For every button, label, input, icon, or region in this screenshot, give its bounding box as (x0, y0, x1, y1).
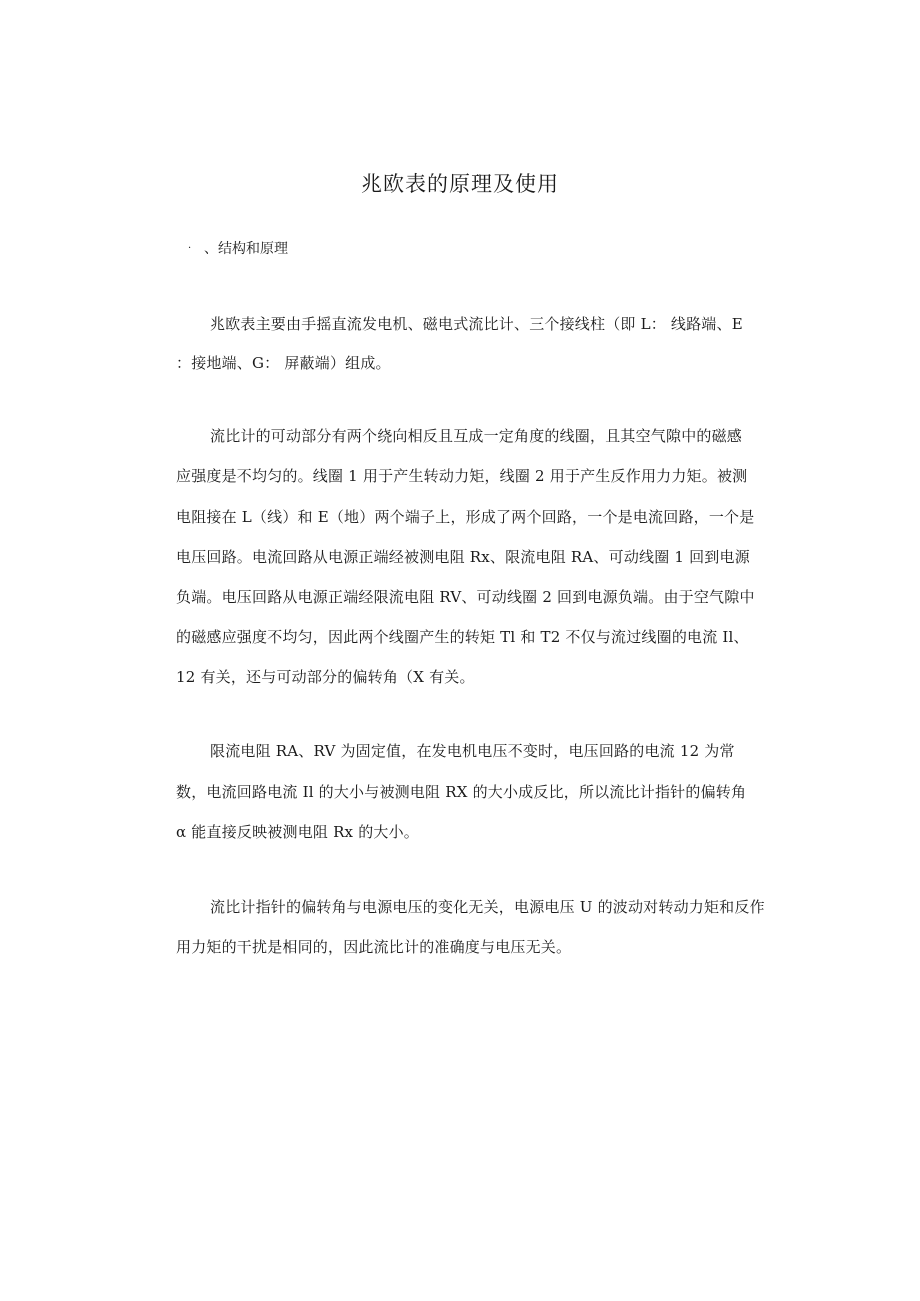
paragraph-4-line-2: 用力矩的干扰是相同的，因此流比计的准确度与电压无关。 (176, 938, 572, 956)
paragraph-4-line-1: 流比计指针的偏转角与电源电压的变化无关，电源电压 U 的波动对转动力矩和反作 (210, 898, 765, 916)
section-heading (188, 237, 288, 261)
paragraph-3-line-2: 数，电流回路电流 Il 的大小与被测电阻 RX 的大小成反比，所以流比计指针的偏转角 (176, 783, 747, 801)
bullet-icon: · (188, 243, 192, 254)
paragraph-2-line-1: 流比计的可动部分有两个绕向相反且互成一定角度的线圈，且其空气隙中的磁感 (210, 427, 743, 445)
paragraph-3-line-1: 限流电阻 RA、RV 为固定值，在发电机电压不变时，电压回路的电流 12 为常 (210, 742, 735, 760)
paragraph-2-line-5: 负端。电压回路从电源正端经限流电阻 RV、可动线圈 2 回到电源负端。由于空气隙中 (176, 588, 755, 606)
paragraph-1-line-2: ：接地端、G： 屏蔽端）组成。 (176, 354, 391, 372)
paragraph-3-line-3: α 能直接反映被测电阻 Rx 的大小。 (176, 823, 419, 841)
section-heading-text: 、结构和原理 (204, 241, 288, 257)
paragraph-2-line-7: 12 有关，还与可动部分的偏转角（X 有关。 (176, 668, 475, 686)
paragraph-2-line-6: 的磁感应强度不均匀，因此两个线圈产生的转矩 Tl 和 T2 不仅与流过线圈的电流 Il、 (176, 628, 749, 646)
paragraph-2-line-2: 应强度是不均匀的。线圈 1 用于产生转动力矩，线圈 2 用于产生反作用力力矩。被测 (176, 467, 748, 485)
document-title: 兆欧表的原理及使用 (361, 172, 559, 196)
paragraph-1-line-1: 兆欧表主要由手摇直流发电机、磁电式流比计、三个接线柱（即 L： 线路端、E (210, 315, 743, 333)
paragraph-2-line-4: 电压回路。电流回路从电源正端经被测电阻 Rx、限流电阻 RA、可动线圈 1 回到电源 (176, 548, 750, 566)
paragraph-2-line-3: 电阻接在 L（线）和 E（地）两个端子上，形成了两个回路，一个是电流回路，一个是 (176, 508, 755, 526)
